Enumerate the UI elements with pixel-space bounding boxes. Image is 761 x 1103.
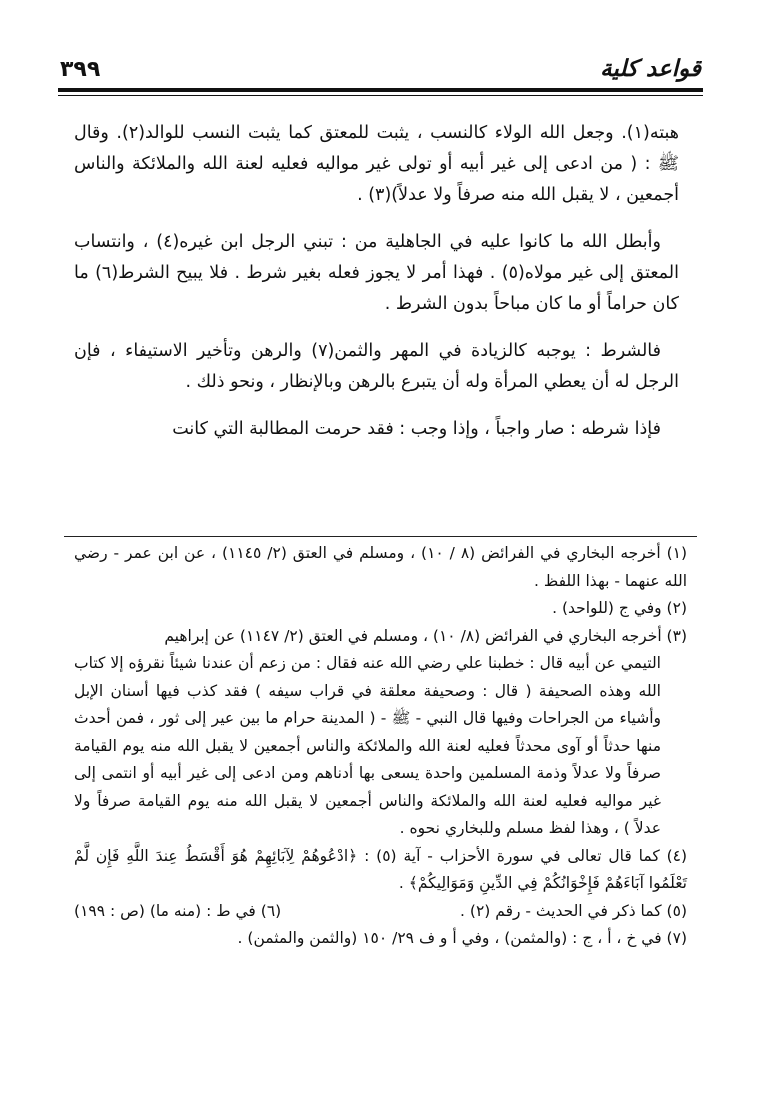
body-paragraph: فإذا شرطه : صار واجباً ، وإذا وجب : فقد حرمت المطالبة التي كانت [172,419,661,439]
running-title: قواعد كلية [600,56,701,82]
footnote-7: (٧) في خ ، أ ، ج : (والمثمن) ، وفي أ و ف ٢٩/ ١٥٠ (والثمن والمثمن) . [237,929,687,947]
main-text [74,118,679,461]
footnote-6: (٦) في ط : (منه ما) (ص : ١٩٩) [74,901,282,920]
footnote-3: (٣) أخرجه البخاري في الفرائض (٨/ ١٠) ، ومسلم في العتق (٢/ ١١٤٧) عن إبراهيم [164,626,687,645]
body-paragraph: فالشرط : يوجبه كالزيادة في المهر والثمن(٧) والرهن وتأخير الاستيفاء ، فإن الرجل له أن يعطي المرأة وله أن يتبرع بالرهن وبالإنظار ، ونحو ذلك . [74,341,679,392]
footnote-divider [64,536,697,537]
footnote-3-continued: التيمي عن أبيه قال : خطبنا علي رضي الله عنه فقال : من زعم أن عندنا شيئاً نقرؤه إلا كتاب الله وهذه الصحيفة ( قال : وصحيفة معلقة في قراب سيفه ) فقد كذب فيها أسنان الإبل وأشياء من الجراحات وفيها قال النبي - ﷺ - ( المدينة حرام ما بين عير إلى ثور ، فمن أحدث منها حدثاً أو آوى محدثاً فعليه لعنة الله والملائكة والناس أجمعين لا يقبل الله منه يوم القيامة صرفاً ولا عدلاً وذمة المسلمين واحدة يسعى بها أدناهم ومن ادعى إلى غير أبيه أو انتمى إلى غير مواليه فعليه لعنة الله والملائكة والناس أجمعين لا يقبل الله منه يوم القيامة صرفاً ولا عدلاً ) ، وهذا لفظ مسلم وللبخاري نحوه . [74,654,661,837]
footnote-row-5-6 [74,898,687,926]
header-divider [58,88,703,92]
footnote-1: (١) أخرجه البخاري في الفرائض (٨ / ١٠) ، ومسلم في العتق (٢/ ١١٤٥) ، عن ابن عمر - رضي الله عنهما - بهذا اللفظ . [74,544,688,590]
footnote-2: (٢) وفي ج (للواحد) . [552,599,687,617]
footnote-4: (٤) كما قال تعالى في سورة الأحزاب - آية (٥) : ﴿ادْعُوهُمْ لِآبَائِهِمْ هُوَ أَقْسَطُ عِندَ اللَّهِ فَإِن لَّمْ تَعْلَمُوا آبَاءَهُمْ فَإِخْوَانُكُمْ فِي الدِّينِ وَمَوَالِيكُمْ﴾ . [74,846,688,892]
footnotes [74,540,687,953]
body-paragraph: هبته(١). وجعل الله الولاء كالنسب ، يثبت للمعتق كما يثبت النسب للوالد(٢). وقال ﷺ : ( من ادعى إلى غير أبيه أو تولى غير مواليه فعليه لعنة الله والملائكة والناس أجمعين ، لا يقبل الله منه صرفاً ولا عدلاً)(٣) . [74,123,679,205]
page-number: ٣٩٩ [60,57,101,82]
footnote-5: (٥) كما ذكر في الحديث - رقم (٢) . [460,901,687,920]
page-header [60,48,701,82]
body-paragraph: وأبطل الله ما كانوا عليه في الجاهلية من : تبني الرجل ابن غيره(٤) ، وانتساب المعتق إلى غير مولاه(٥) . فهذا أمر لا يجوز فعله بغير شرط . فلا يبيح الشرط(٦) ما كان حراماً أو ما كان مباحاً بدون الشرط . [74,232,679,314]
